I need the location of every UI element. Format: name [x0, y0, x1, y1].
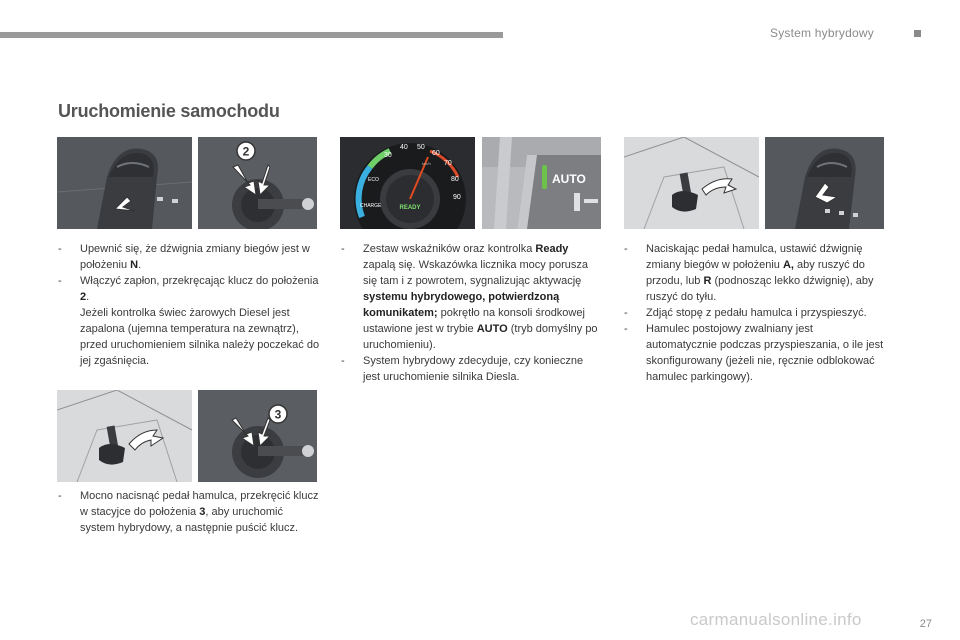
instruction-item: - Zestaw wskaźników oraz kontrolka Ready zapalą się. Wskazówka licznika mocy porusza się tam i z powrotem, sygnalizując aktywację systemu hybrydowego, potwierdzoną komunikatem; pokrętło na konsoli środkowej ustawione jest w trybie AUTO (tryb domyślny po uruchomieniu). — [341, 241, 603, 353]
gauge-tick: 80 — [451, 176, 459, 183]
instruction-item: - Naciskając pedał hamulca, ustawić dźwignię zmiany biegów w położeniu A, aby ruszyć do przodu, lub R (podnosząc lekko dźwignię), aby ruszyć do tyłu. — [624, 241, 886, 305]
gauge-tick: 90 — [453, 194, 461, 201]
instructions-column-1 — [58, 241, 320, 369]
section-label: System hybrydowy — [770, 26, 874, 40]
auto-mode-selector-image — [482, 137, 601, 229]
gauge-tick: 50 — [417, 144, 425, 151]
header-bar — [0, 32, 503, 38]
gauge-zone-charge: CHARGE — [360, 203, 382, 209]
gauge-zone-eco: ECO — [368, 177, 379, 183]
instruction-item: - Zdjąć stopę z pedału hamulca i przyspieszyć. — [624, 305, 886, 321]
instructions-column-1b — [58, 488, 320, 536]
instrument-gauge-image — [340, 137, 475, 229]
page-title: Uruchomienie samochodu — [58, 101, 280, 121]
brake-pedal-image-2 — [57, 390, 192, 482]
page-number: 27 — [919, 618, 932, 630]
gauge-tick: 60 — [432, 150, 440, 157]
instruction-note: Jeżeli kontrolka świec żarowych Diesel jest zapalona (ujemna temperatura na zewnątrz), przed uruchomieniem silnika należy poczekać do jej zgaśnięcia. — [80, 307, 320, 367]
gear-lever-image — [57, 137, 192, 229]
gauge-tick: 70 — [444, 160, 452, 167]
step-2-badge: 2 — [242, 144, 250, 159]
instructions-column-3 — [624, 241, 886, 385]
gauge-unit: km/h — [422, 161, 431, 166]
watermark: carmanualsonline.info — [690, 610, 862, 629]
step-3-badge: 3 — [274, 407, 282, 422]
ready-indicator: READY — [399, 205, 421, 211]
instructions-column-2 — [341, 241, 603, 385]
auto-label: AUTO — [552, 172, 586, 186]
ignition-key-image-3 — [198, 390, 317, 482]
ignition-key-image-2 — [198, 137, 317, 229]
instruction-item: - Hamulec postojowy zwalniany jest automatycznie podczas przyspieszania, o ile jest skonfigurowany (jeżeli nie, ręcznie odblokować hamulec parkingowy). — [624, 321, 886, 385]
gauge-tick: 30 — [384, 152, 392, 159]
instruction-item: - Upewnić się, że dźwignia zmiany biegów jest w położeniu N. — [58, 241, 320, 273]
section-marker — [914, 30, 921, 37]
instruction-item: - System hybrydowy zdecyduje, czy konieczne jest uruchomienie silnika Diesla. — [341, 353, 603, 385]
brake-pedal-image — [624, 137, 759, 229]
gear-lever-image-2 — [765, 137, 884, 229]
instruction-item: - Mocno nacisnąć pedał hamulca, przekręcić klucz w stacyjce do położenia 3, aby uruchomić system hybrydowy, a następnie puścić klucz. — [58, 488, 320, 536]
gauge-tick: 40 — [400, 144, 408, 151]
instruction-item: - Włączyć zapłon, przekręcając klucz do położenia 2. — [58, 273, 320, 305]
